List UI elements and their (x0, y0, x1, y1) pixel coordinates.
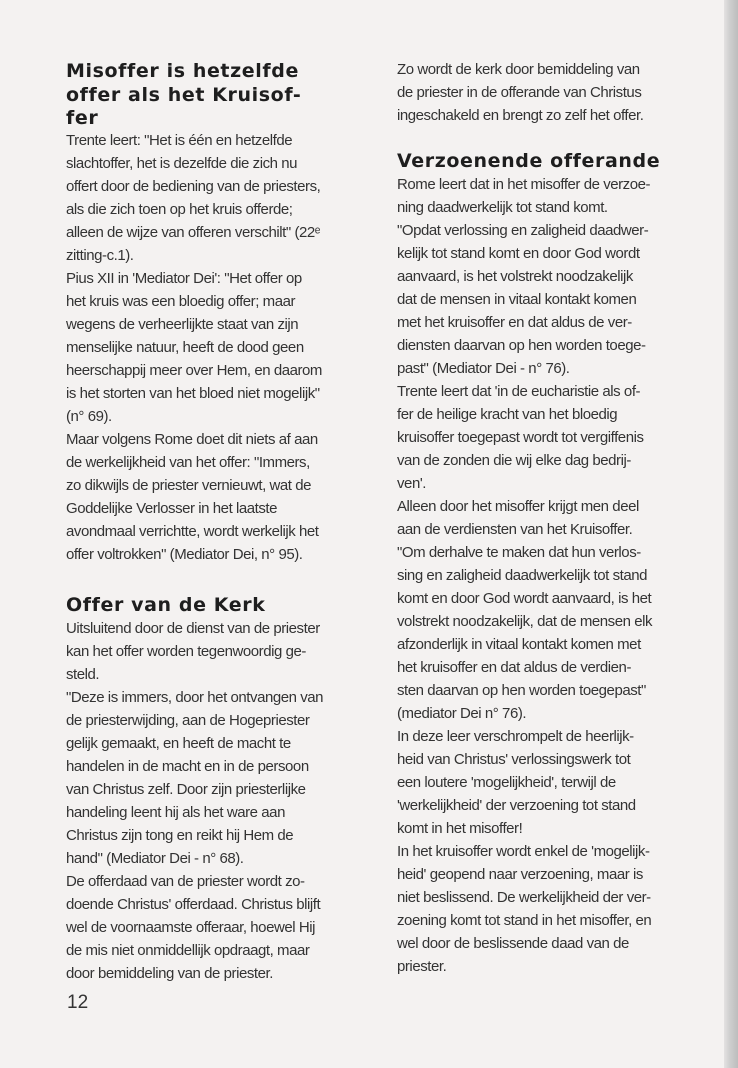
heading-line: Misoffer is hetzelfde (66, 60, 299, 82)
text-line: Trente leert dat 'in de eucharistie als of- (397, 383, 641, 400)
text-line: sten daarvan op hen worden toegepast" (397, 682, 646, 699)
text-line: doende Christus' offerdaad. Christus blijft (66, 896, 321, 913)
text-line: alleen de wijze van offeren verschilt" (22ᵉ (66, 224, 320, 241)
text-line: een loutere 'mogelijkheid', terwijl de (397, 774, 616, 791)
text-line: Goddelijke Verlosser in het laatste (66, 500, 278, 517)
page-edge (724, 0, 738, 1068)
text-line: wel de voornaamste offeraar, hoewel Hij (66, 919, 315, 936)
text-line: wegens de verheerlijkte staat van zijn (66, 316, 299, 333)
text-line: met het kruisoffer en dat aldus de ver- (397, 314, 632, 331)
text-line: van Christus zelf. Door zijn priesterlijke (66, 781, 306, 798)
text-line: Uitsluitend door de dienst van de priester (66, 620, 320, 637)
section-offer-van-de-kerk-body (66, 617, 323, 985)
text-line: handeling leent hij als het ware aan (66, 804, 285, 821)
text-line: menselijke natuur, heeft de dood geen (66, 339, 304, 356)
heading-line: fer (66, 107, 99, 129)
text-line: ingeschakeld en brengt zo zelf het offer. (397, 107, 644, 124)
text-line: de werkelijkheid van het offer: "Immers, (66, 454, 310, 471)
text-line: Rome leert dat in het misoffer de verzoe- (397, 176, 651, 193)
text-line: wel door de beslissende daad van de (397, 935, 629, 952)
text-line: priester. (397, 958, 447, 975)
text-line: Zo wordt de kerk door bemiddeling van (397, 61, 640, 78)
text-line: door bemiddeling van de priester. (66, 965, 273, 982)
text-line: (n° 69). (66, 408, 112, 425)
page-number: 12 (67, 992, 89, 1013)
text-line: dat de mensen in vitaal kontakt komen (397, 291, 637, 308)
text-line: het kruisoffer en dat aldus de verdien- (397, 659, 631, 676)
text-line: Christus zijn tong en reikt hij Hem de (66, 827, 294, 844)
heading-misoffer (66, 60, 301, 131)
text-line: sing en zaligheid daadwerkelijk tot stand (397, 567, 648, 584)
text-line: slachtoffer, het is dezelfde die zich nu (66, 155, 298, 172)
text-line: aanvaard, is het volstrekt noodzakelijk (397, 268, 633, 285)
text-line: komt in het misoffer! (397, 820, 523, 837)
text-line: Maar volgens Rome doet dit niets af aan (66, 431, 318, 448)
text-line: de priesterwijding, aan de Hogepriester (66, 712, 310, 729)
text-line: kan het offer worden tegenwoordig ge- (66, 643, 306, 660)
text-line: heid' geopend naar verzoening, maar is (397, 866, 643, 883)
text-line: hand" (Mediator Dei - n° 68). (66, 850, 244, 867)
text-line: het kruis was een bloedig offer; maar (66, 293, 296, 310)
text-line: 'werkelijkheid' der verzoening tot stand (397, 797, 636, 814)
text-line: van de zonden die wij elke dag bedrij- (397, 452, 631, 469)
text-line: kelijk tot stand komt en door God wordt (397, 245, 640, 262)
section-misoffer-body (66, 129, 322, 566)
heading-line: offer als het Kruisof- (66, 83, 302, 106)
text-line: aan de verdiensten van het Kruisoffer. (397, 521, 633, 538)
text-line: afzonderlijk in vitaal kontakt komen met (397, 636, 641, 653)
text-line: past" (Mediator Dei - n° 76). (397, 360, 570, 377)
text-line: De offerdaad van de priester wordt zo- (66, 873, 305, 890)
text-line: Alleen door het misoffer krijgt men deel (397, 498, 639, 515)
text-line: ning daadwerkelijk tot stand komt. (397, 199, 608, 216)
text-line: avondmaal verrichtte, wordt werkelijk het (66, 523, 319, 540)
text-line: de priester in de offerande van Christus (397, 84, 642, 101)
text-line: komt en door God wordt aanvaard, is het (397, 590, 652, 607)
text-line: "Opdat verlossing en zaligheid daadwer- (397, 222, 649, 239)
text-line: heid van Christus' verlossingswerk tot (397, 751, 631, 768)
text-line: is het storten van het bloed niet mogelijk" (66, 385, 320, 402)
text-line: zo dikwijls de priester vernieuwt, wat de (66, 477, 311, 494)
intro-paragraph (397, 58, 643, 127)
text-line: zitting-c.1). (66, 247, 134, 264)
text-line: kruisoffer toegepast wordt tot vergiffenis (397, 429, 644, 446)
heading-verzoenende-offerande: Verzoenende offerande (397, 150, 661, 172)
text-line: offer voltrokken" (Mediator Dei, n° 95). (66, 546, 303, 563)
text-line: "Om derhalve te maken dat hun verlos- (397, 544, 641, 561)
text-line: offert door de bediening van de priesters, (66, 178, 321, 195)
text-line: niet beslissend. De werkelijkheid der ver- (397, 889, 651, 906)
text-line: fer de heilige kracht van het bloedig (397, 406, 618, 423)
text-line: In het kruisoffer wordt enkel de 'mogelijk- (397, 843, 650, 860)
text-line: de mis niet onmiddellijk opdraagt, maar (66, 942, 310, 959)
text-line: als die zich toen op het kruis offerde; (66, 201, 293, 218)
heading-offer-van-de-kerk: Offer van de Kerk (66, 594, 266, 616)
text-line: gelijk gemaakt, en heeft de macht te (66, 735, 291, 752)
text-line: Pius XII in 'Mediator Dei': "Het offer op (66, 270, 302, 287)
text-line: In deze leer verschrompelt de heerlijk- (397, 728, 634, 745)
text-line: diensten daarvan op hen worden toege- (397, 337, 646, 354)
section-verzoenende-body (397, 173, 652, 978)
text-line: "Deze is immers, door het ontvangen van (66, 689, 324, 706)
text-line: zoening komt tot stand in het misoffer, en (397, 912, 652, 929)
text-line: heerschappij meer over Hem, en daarom (66, 362, 322, 379)
text-line: handelen in de macht en in de persoon (66, 758, 309, 775)
text-line: (mediator Dei n° 76). (397, 705, 527, 722)
text-line: ven'. (397, 475, 426, 492)
text-line: Trente leert: "Het is één en hetzelfde (66, 132, 293, 149)
text-line: volstrekt noodzakelijk, dat de mensen elk (397, 613, 653, 630)
text-line: steld. (66, 666, 100, 683)
